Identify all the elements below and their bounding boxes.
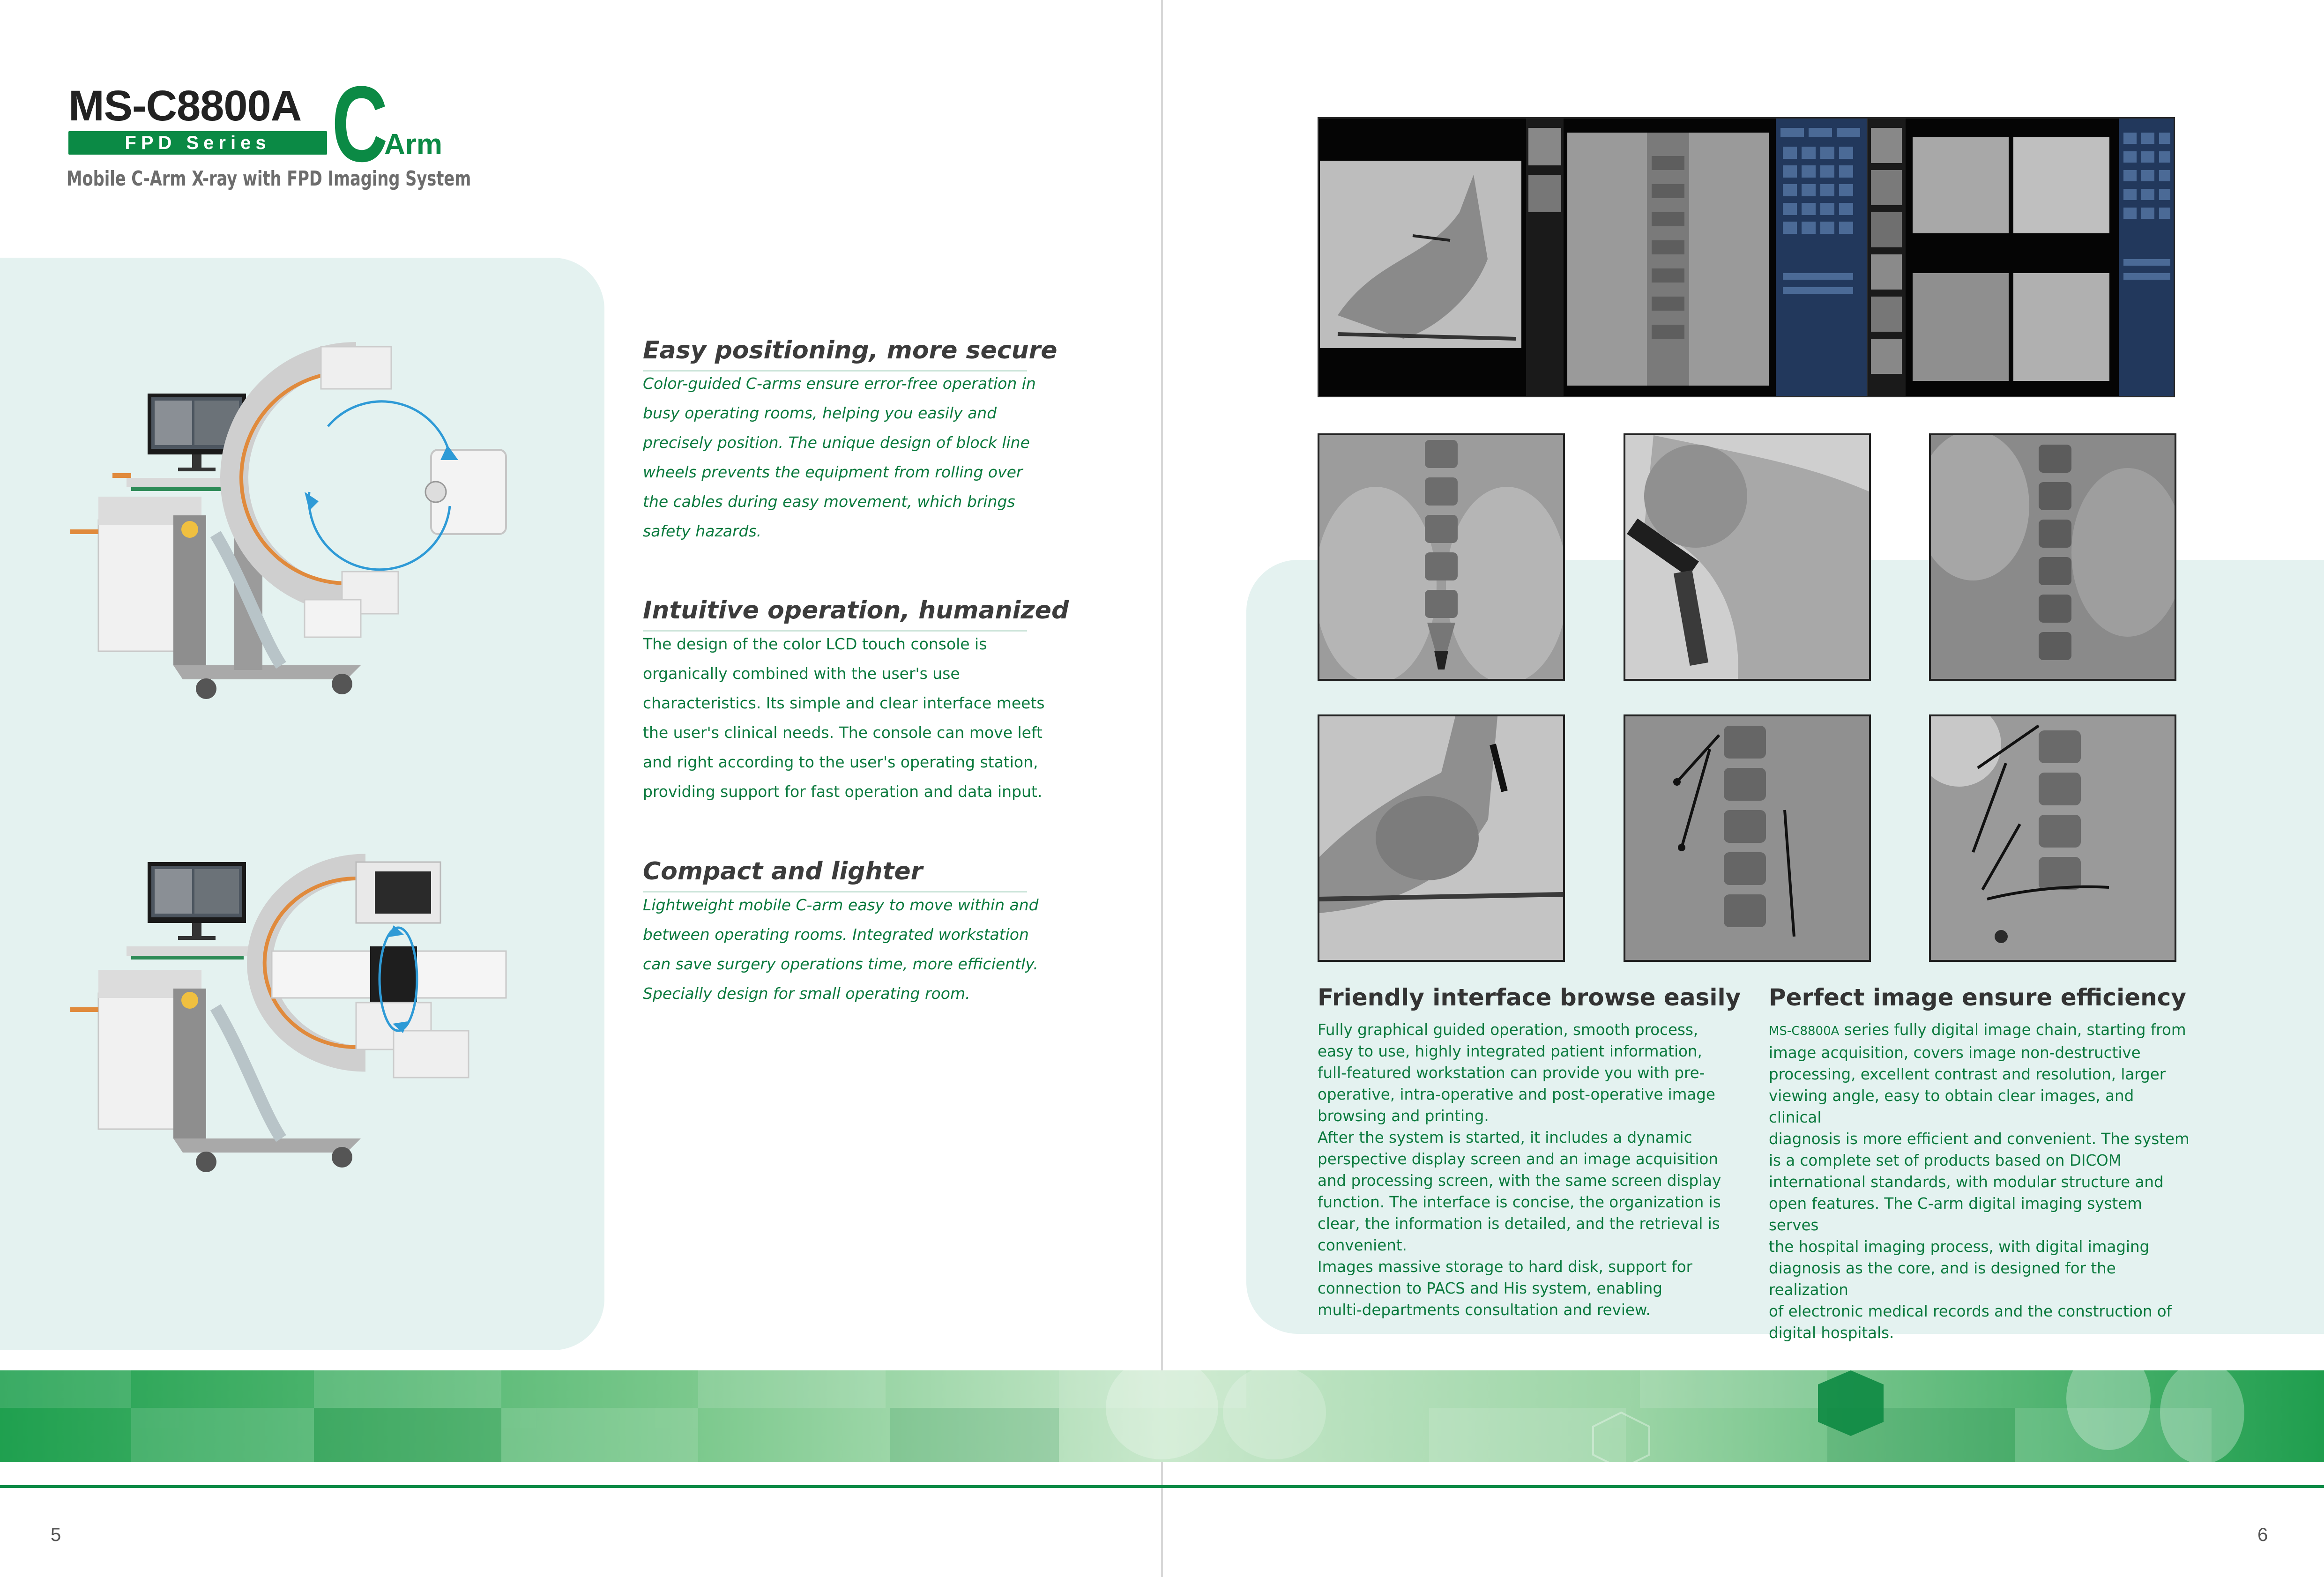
page-number-right: 6	[2257, 1525, 2268, 1545]
text-line: safety hazards.	[643, 522, 762, 540]
section-body-friendly	[1318, 1019, 1739, 1321]
text-line: is a complete set of products based on DICOM	[1769, 1152, 2122, 1169]
software-screenshot-quad	[1867, 117, 2175, 397]
text-line: function. The interface is concise, the organization is	[1318, 1193, 1721, 1211]
text-line: precisely position. The unique design of block line	[643, 433, 1030, 452]
c-arm-illustration-bottom	[66, 853, 595, 1199]
text-line: and processing screen, with the same screen display	[1318, 1172, 1721, 1190]
xray-image-spine-pins	[1624, 714, 1871, 962]
text-line: The design of the color LCD touch console is	[643, 635, 987, 653]
text-line: diagnosis is more efficient and convenient. The system	[1769, 1130, 2190, 1148]
text-line: providing support for fast operation and data input.	[643, 782, 1043, 801]
text-line: busy operating rooms, helping you easily and	[643, 404, 997, 422]
text-line: Specially design for small operating room.	[643, 984, 970, 1003]
model-title: MS-C8800A	[68, 82, 302, 130]
logo-c: C	[332, 64, 388, 184]
xray-image-spine-needles	[1929, 714, 2176, 962]
feature-body-3	[643, 890, 1065, 1008]
feature-title: Easy positioning, more secure	[643, 336, 1058, 364]
xray-image-spine-lateral	[1929, 433, 2176, 681]
text-line: After the system is started, it includes a dynamic	[1318, 1129, 1692, 1146]
text-line: wheels prevents the equipment from rolling over	[643, 463, 1023, 481]
text-line: convenient.	[1318, 1236, 1407, 1254]
series-label: FPD Series	[125, 133, 271, 153]
text-line: Fully graphical guided operation, smooth process,	[1318, 1021, 1698, 1039]
feature-title: Compact and lighter	[643, 857, 923, 885]
section-title-friendly: Friendly interface browse easily	[1318, 984, 1741, 1011]
page-spine	[1161, 0, 1163, 1577]
text-line: digital hospitals.	[1769, 1324, 1894, 1342]
page-number-left: 5	[51, 1525, 61, 1545]
text-line: organically combined with the user's use	[643, 664, 960, 683]
section-title-perfect: Perfect image ensure efficiency	[1769, 984, 2186, 1011]
text-line: between operating rooms. Integrated workstation	[643, 925, 1029, 944]
xray-image-knee	[1624, 433, 1871, 681]
text-line: diagnosis as the core, and is designed for the realization	[1769, 1259, 2116, 1299]
text-line: the user's clinical needs. The console can move left	[643, 723, 1043, 742]
text-line: the hospital imaging process, with digital imaging	[1769, 1238, 2150, 1256]
feature-body-1	[643, 369, 1065, 546]
feature-body-2	[643, 629, 1065, 806]
text-line: perspective display screen and an image acquisition	[1318, 1150, 1718, 1168]
text-line: Images massive storage to hard disk, support for	[1318, 1258, 1692, 1276]
text-line: multi-departments consultation and review.	[1318, 1301, 1651, 1319]
text-line: image acquisition, covers image non-destructive	[1769, 1044, 2141, 1062]
xray-image-ankle	[1318, 714, 1565, 962]
xray-image-lumbar-ap	[1318, 433, 1565, 681]
text-line: Lightweight mobile C-arm easy to move within and	[643, 896, 1039, 914]
c-arm-illustration-top	[66, 337, 595, 722]
text-line: can save surgery operations time, more efficiently.	[643, 955, 1038, 973]
text-line: international standards, with modular structure and	[1769, 1173, 2164, 1191]
band-rule	[0, 1485, 2324, 1488]
text-line: processing, excellent contrast and resolution, larger	[1769, 1065, 2166, 1083]
text-line: open features. The C-arm digital imaging system serves	[1769, 1195, 2142, 1234]
decorative-green-band	[0, 1370, 2324, 1462]
text-line-rest: series fully digital image chain, starting from	[1839, 1021, 2186, 1039]
text-line: connection to PACS and His system, enabling	[1318, 1279, 1662, 1297]
text-line: Color-guided C-arms ensure error-free operation in	[643, 374, 1036, 393]
text-line: characteristics. Its simple and clear interface meets	[643, 694, 1045, 712]
text-line: viewing angle, easy to obtain clear images, and clinical	[1769, 1087, 2134, 1126]
text-line: the cables during easy movement, which brings	[643, 492, 1015, 511]
text-line: full-featured workstation can provide you with pre-	[1318, 1064, 1705, 1082]
feature-title: Intuitive operation, humanized	[643, 596, 1069, 625]
software-screenshot-browse	[1318, 117, 1869, 397]
text-line: clear, the information is detailed, and the retrieval is	[1318, 1215, 1720, 1233]
text-line: browsing and printing.	[1318, 1107, 1489, 1125]
text-line: of electronic medical records and the construction of	[1769, 1302, 2172, 1320]
text-line: operative, intra-operative and post-operative image	[1318, 1086, 1715, 1103]
model-reference: MS-C8800A	[1769, 1024, 1840, 1038]
text-line: easy to use, highly integrated patient information,	[1318, 1042, 1702, 1060]
text-line	[1769, 1019, 2190, 1042]
section-body-perfect	[1769, 1019, 2190, 1344]
text-line: and right according to the user's operating station,	[643, 753, 1038, 771]
logo-arm: Arm	[384, 128, 443, 161]
product-subtitle: Mobile C-Arm X-ray with FPD Imaging System	[67, 167, 471, 191]
